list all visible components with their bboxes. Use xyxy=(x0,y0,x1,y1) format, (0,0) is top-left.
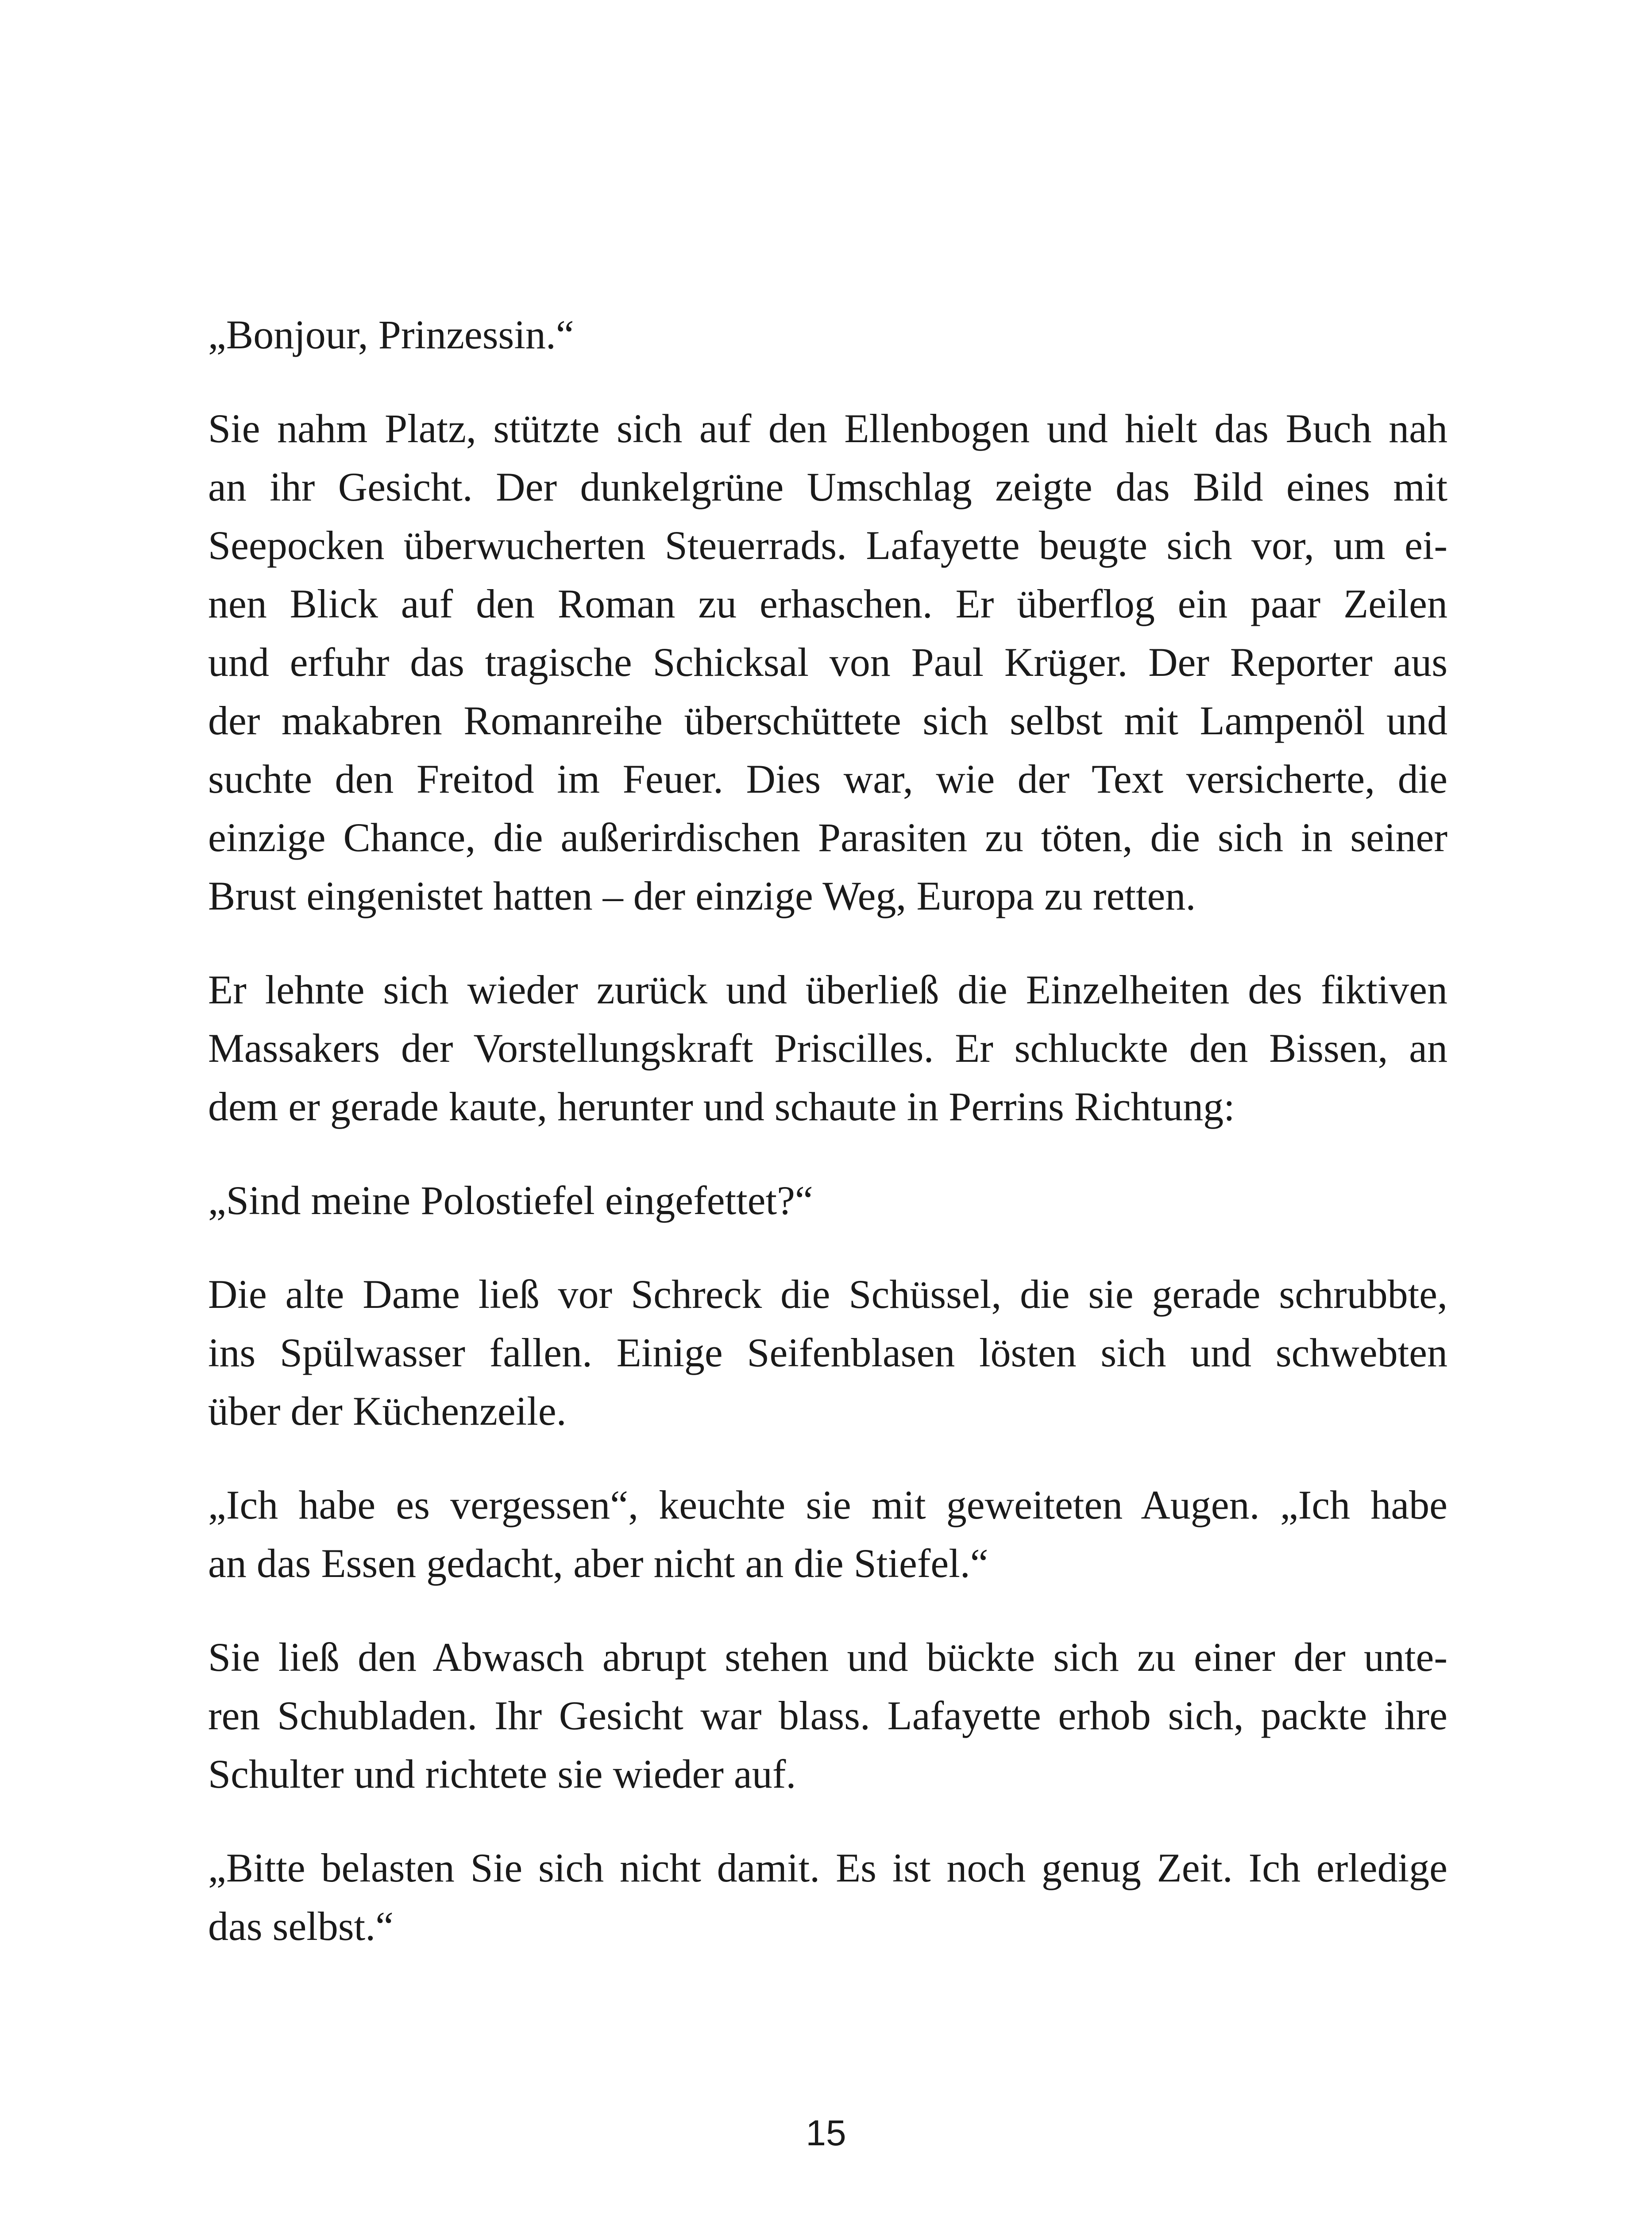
text-line: „Ich habe es vergessen“, keuchte sie mit geweiteten Augen. „Ich habe xyxy=(208,1482,1447,1527)
text-line: Schulter und richtete sie wieder auf. xyxy=(208,1751,796,1797)
text-line: und erfuhr das tragische Schicksal von Paul Krüger. Der Reporter aus xyxy=(208,640,1447,685)
text-line: einzige Chance, die außerirdischen Parasiten zu töten, die sich in seiner xyxy=(208,815,1447,860)
text-line: Sie ließ den Abwasch abrupt stehen und bückte sich zu einer der unte- xyxy=(208,1635,1447,1680)
text-line: das selbst.“ xyxy=(208,1904,394,1949)
text-line: an das Essen gedacht, aber nicht an die Stiefel.“ xyxy=(208,1541,988,1586)
text-line: Er lehnte sich wieder zurück und überließ die Einzelheiten des fiktiven xyxy=(208,967,1447,1012)
text-line: Brust eingenistet hatten – der einzige Weg, Europa zu retten. xyxy=(208,873,1196,918)
paragraph xyxy=(208,1265,1447,1440)
paragraph xyxy=(208,960,1447,1136)
text-line: Die alte Dame ließ vor Schreck die Schüssel, die sie gerade schrubbte, xyxy=(208,1272,1447,1317)
text-line: „Sind meine Polostiefel eingefettet?“ xyxy=(208,1178,813,1223)
paragraph xyxy=(208,399,1447,925)
paragraph xyxy=(208,1171,1447,1230)
text-line: Massakers der Vorstellungskraft Priscilles. Er schluckte den Bissen, an xyxy=(208,1026,1447,1071)
paragraph xyxy=(208,305,1447,364)
text-line: Sie nahm Platz, stützte sich auf den Ellenbogen und hielt das Buch nah xyxy=(208,406,1447,451)
text-line: ren Schubladen. Ihr Gesicht war blass. Lafayette erhob sich, packte ihre xyxy=(208,1693,1447,1738)
text-line: ins Spülwasser fallen. Einige Seifenblasen lösten sich und schwebten xyxy=(208,1330,1447,1375)
text-line: Seepocken überwucherten Steuerrads. Lafayette beugte sich vor, um ei- xyxy=(208,523,1447,568)
text-line: über der Küchenzeile. xyxy=(208,1388,567,1434)
text-line: der makabren Romanreihe überschüttete sich selbst mit Lampenöl und xyxy=(208,698,1447,743)
body-text xyxy=(208,305,1447,1991)
page-number: 15 xyxy=(806,2113,846,2153)
paragraph xyxy=(208,1476,1447,1592)
text-line: „Bonjour, Prinzessin.“ xyxy=(208,312,574,357)
text-line: nen Blick auf den Roman zu erhaschen. Er überflog ein paar Zeilen xyxy=(208,581,1447,626)
text-line: suchte den Freitod im Feuer. Dies war, wie der Text versicherte, die xyxy=(208,756,1447,802)
text-line: an ihr Gesicht. Der dunkelgrüne Umschlag zeigte das Bild eines mit xyxy=(208,464,1447,509)
paragraph xyxy=(208,1839,1447,1955)
text-line: „Bitte belasten Sie sich nicht damit. Es ist noch genug Zeit. Ich erledige xyxy=(208,1845,1447,1890)
text-line: dem er gerade kaute, herunter und schaute in Perrins Richtung: xyxy=(208,1084,1235,1129)
paragraph xyxy=(208,1628,1447,1803)
